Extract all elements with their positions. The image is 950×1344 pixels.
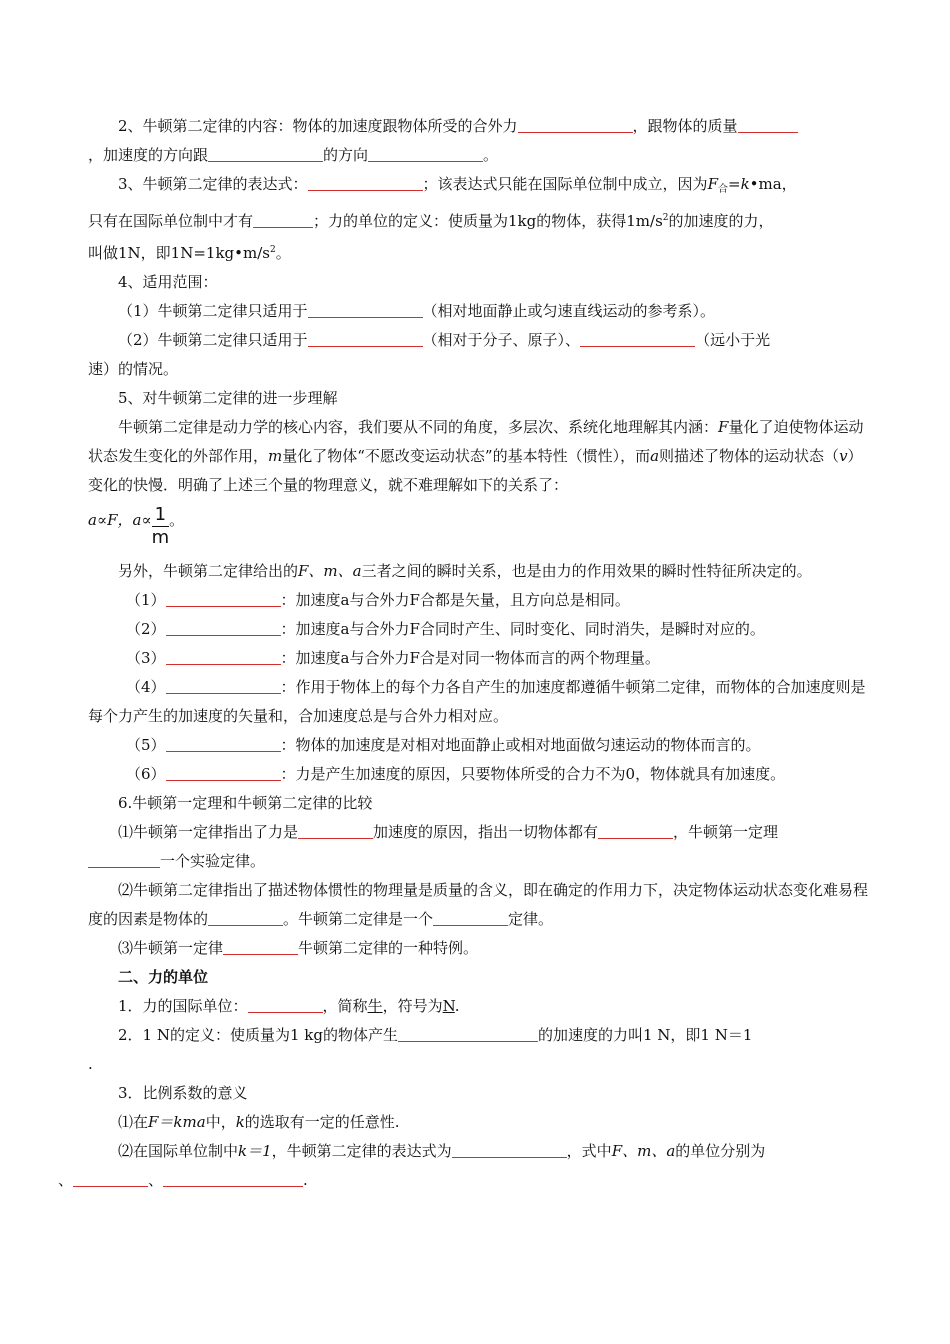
scope-item-2: （2）牛顿第二定律只适用于 （相对于分子、原子）、 （远小于光 速）的情况。: [88, 331, 771, 378]
fill-blank[interactable]: [433, 909, 508, 926]
fill-blank[interactable]: [166, 677, 281, 694]
property-item: （6） ：力是产生加速度的原因，只要物体所受的合力不为0，物体就具有加速度。: [126, 765, 786, 783]
fill-blank[interactable]: [166, 735, 281, 752]
fill-blank[interactable]: [368, 145, 483, 162]
instantaneous-paragraph: 另外，牛顿第二定律给出的F、m、a三者之间的瞬时关系，也是由力的作用效果的瞬时性特征所决定的。: [118, 562, 812, 580]
comparison-item-2: ⑵牛顿第二定律指出了描述物体惯性的物理量是质量的含义，即在确定的作用力下，决定物体运动状态变化难易程度的因素是物体的 。牛顿第二定律是一个 定律。: [88, 881, 869, 928]
comparison-title: 6.牛顿第一定理和牛顿第二定律的比较: [118, 794, 373, 812]
fill-blank[interactable]: [163, 1170, 303, 1187]
fill-blank[interactable]: [208, 145, 323, 162]
coefficient-item-1: ⑴在F＝kma中，k的选取有一定的任意性.: [118, 1113, 400, 1131]
proportional-relation: a∝F，a∝ $\frac{1}{m}$ 。: [88, 504, 185, 548]
scope-title: 4、适用范围：: [118, 273, 218, 291]
understanding-title: 5、对牛顿第二定律的进一步理解: [118, 389, 338, 407]
property-item: （1） ：加速度a与合外力F合都是矢量，且方向总是相同。: [126, 591, 630, 609]
fill-blank[interactable]: [598, 822, 673, 839]
property-item: （5） ：物体的加速度是对相对地面静止或相对地面做匀速运动的物体而言的。: [126, 736, 761, 754]
fraction-one-over-m: $\frac{1}{m}$: [151, 504, 170, 548]
unit-item-1: 1．力的国际单位： ，简称牛，符号为N.: [118, 997, 460, 1015]
understanding-paragraph: 牛顿第二定律是动力学的核心内容，我们要从不同的角度，多层次、系统化地理解其内涵：F量化了迫使物体运动状态发生变化的外部作用，m量化了物体“不愿改变运动状态”的基本特性（惯性），而a则描述了物体的运动状态（v）变化的快慢．明确了上述三个量的物理意义，就不难理解如下的关系了：: [88, 418, 864, 494]
unit-item-2: 2．1 N的定义：使质量为1 kg的物体产生 的加速度的力叫1 N，即1 N＝1 .: [88, 1026, 753, 1073]
law2-content-paragraph: 2、牛顿第二定律的内容：物体的加速度跟物体所受的合外力 ，跟物体的质量 ，加速度的方向跟 的方向 。: [88, 112, 868, 170]
fill-blank[interactable]: [580, 330, 695, 347]
law2-expression-paragraph: 3、牛顿第二定律的表达式： ；该表达式只能在国际单位制中成立，因为$F_合=k•ma$， 只有在国际单位制中才有 ；力的单位的定义：使质量为1kg的物体，获得$1m/s^2$的加速度的力， 叫做1N，即$1N=1kg•m/s^2$。: [88, 175, 797, 262]
fill-blank[interactable]: [248, 996, 323, 1013]
fill-blank[interactable]: [298, 822, 373, 839]
fill-blank[interactable]: [166, 764, 281, 781]
fill-blank[interactable]: [452, 1141, 567, 1158]
fill-blank[interactable]: [253, 211, 313, 228]
fill-blank[interactable]: [73, 1170, 148, 1187]
fill-blank[interactable]: [518, 116, 633, 133]
property-item: （3） ：加速度a与合外力F合是对同一物体而言的两个物理量。: [126, 649, 660, 667]
scope-item-1: （1）牛顿第二定律只适用于 （相对地面静止或匀速直线运动的参考系）。: [118, 302, 716, 320]
fill-blank[interactable]: [166, 648, 281, 665]
fill-blank[interactable]: [88, 851, 160, 868]
comparison-item-3: ⑶牛顿第一定律 牛顿第二定律的一种特例。: [118, 939, 479, 957]
comparison-item-1: ⑴牛顿第一定律指出了力是 加速度的原因，指出一切物体都有 ，牛顿第一定理 一个实验定律。: [88, 818, 868, 876]
section-title-force-unit: 二、力的单位: [118, 968, 209, 986]
fill-blank[interactable]: [208, 909, 283, 926]
fill-blank[interactable]: [308, 301, 423, 318]
fill-blank[interactable]: [223, 938, 298, 955]
fill-blank[interactable]: [308, 330, 423, 347]
fill-blank[interactable]: [738, 116, 798, 133]
property-item: （2） ：加速度a与合外力F合同时产生、同时变化、同时消失，是瞬时对应的。: [126, 620, 765, 638]
fill-blank[interactable]: [398, 1025, 538, 1042]
fill-blank[interactable]: [308, 174, 423, 191]
property-item: （4） ：作用于物体上的每个力各自产生的加速度都遵循牛顿第二定律，而物体的合加速度则是每个力产生的加速度的矢量和，合加速度总是与合外力相对应。: [88, 678, 866, 725]
coefficient-item-2: ⑵在国际单位制中k＝1，牛顿第二定律的表达式为 ，式中F、m、a的单位分别为 、 、 .: [58, 1142, 766, 1189]
fill-blank[interactable]: [166, 619, 281, 636]
document-page: [58, 112, 869, 1195]
unit-item-3: 3．比例系数的意义: [118, 1084, 248, 1102]
fill-blank[interactable]: [166, 590, 281, 607]
